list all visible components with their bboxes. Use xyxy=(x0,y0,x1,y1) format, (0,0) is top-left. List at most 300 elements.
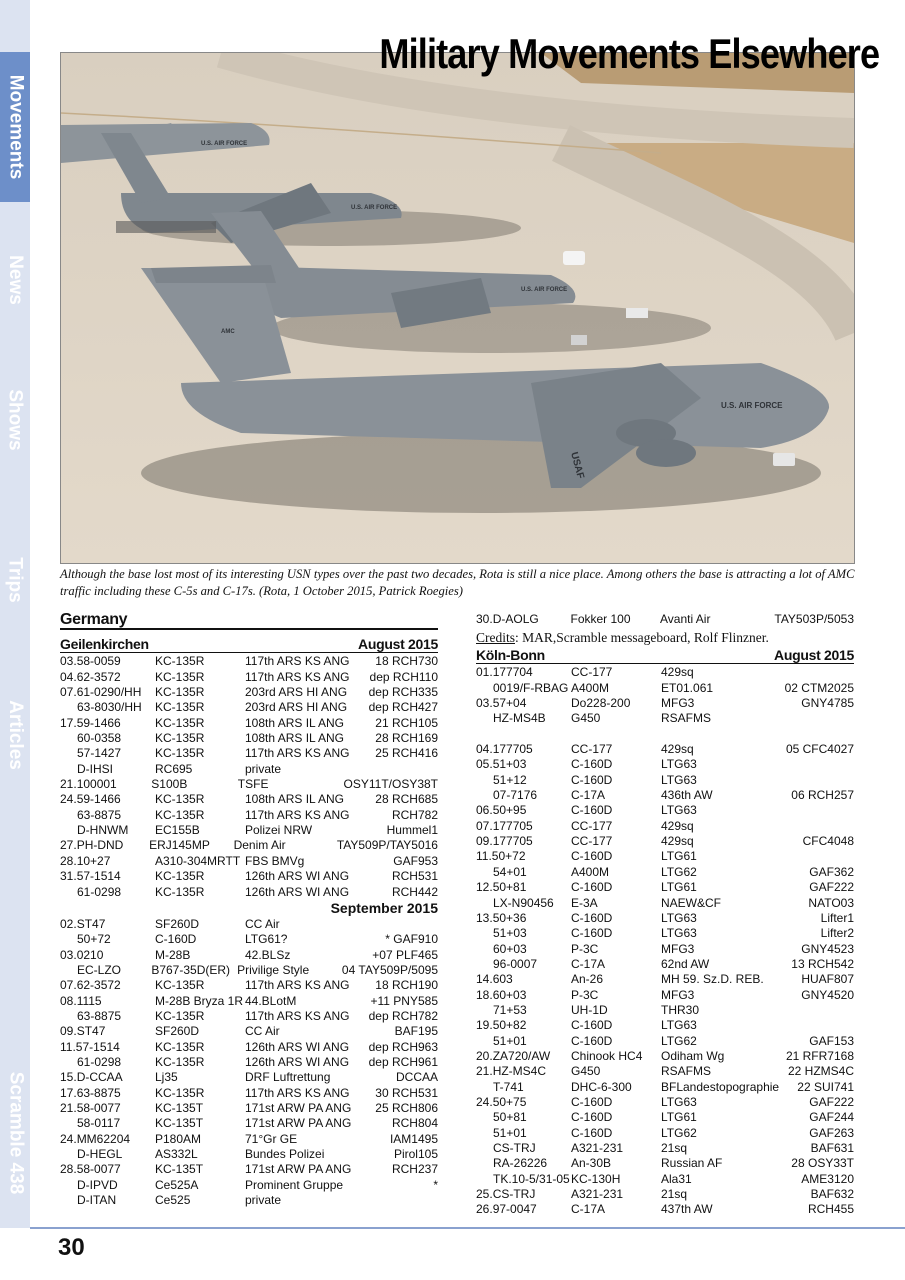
operator-cell: 126th ARS WI ANG xyxy=(245,1054,350,1069)
operator-cell: LTG63 xyxy=(661,757,697,772)
date-reg-cell xyxy=(60,978,155,993)
type-cell: KC-135R xyxy=(155,792,205,807)
operator-cell: MFG3 xyxy=(661,696,695,711)
date-cell: 17. xyxy=(60,715,77,730)
sidebar-tab-scramble[interactable]: Scramble 438 xyxy=(5,1071,26,1194)
type-cell: KC-135R xyxy=(155,1039,205,1054)
date-cell: 05. xyxy=(476,757,493,772)
type-cell: C-160D xyxy=(571,849,613,864)
date-cell: 24. xyxy=(60,792,77,807)
operator-cell: LTG63 xyxy=(661,910,697,925)
type-cell: C-160D xyxy=(571,772,613,787)
registration-cell: 50+82 xyxy=(492,1018,527,1033)
type-cell: B767-35D(ER) xyxy=(151,962,231,977)
operator-cell: Prominent Gruppe xyxy=(245,1177,344,1192)
left-column xyxy=(60,612,438,1208)
callsign-cell: TAY509P/TAY5016 xyxy=(336,838,438,853)
photo-marking: USAF xyxy=(568,450,586,481)
date-reg-cell xyxy=(476,1110,571,1125)
registration-cell: 59-1466 xyxy=(76,792,121,807)
table-row xyxy=(60,932,438,947)
operator-cell: RSAFMS xyxy=(661,1064,712,1079)
operator-cell: 117th ARS KS ANG xyxy=(245,654,350,669)
table-row xyxy=(476,1110,854,1125)
operator-cell: Ala31 xyxy=(661,1171,692,1186)
date-cell: 01. xyxy=(476,665,493,680)
table-row xyxy=(60,654,438,669)
callsign-cell: 04 TAY509P/5095 xyxy=(341,962,438,977)
date-reg-cell xyxy=(60,1132,155,1147)
operator-cell: Denim Air xyxy=(233,838,286,853)
table-row xyxy=(476,1080,854,1095)
date-reg-cell xyxy=(60,869,155,884)
type-cell: KC-135R xyxy=(155,715,205,730)
type-cell: KC-135R xyxy=(155,746,205,761)
registration-cell: 63-8875 xyxy=(77,1008,122,1023)
callsign-cell xyxy=(776,665,854,680)
operator-cell: LTG62 xyxy=(661,1033,697,1048)
operator-cell: LTG61? xyxy=(245,932,288,947)
registration-cell: D-IHSI xyxy=(77,761,113,776)
callsign-cell: GAF362 xyxy=(809,864,854,879)
type-cell: C-160D xyxy=(155,932,197,947)
footer-rule xyxy=(30,1227,905,1229)
operator-cell: TSFE xyxy=(237,777,269,792)
registration-cell: HZ-MS4B xyxy=(493,711,546,726)
table-row xyxy=(476,988,854,1003)
callsign-cell: RCH455 xyxy=(807,1202,854,1217)
type-cell: KC-135R xyxy=(155,884,205,899)
operator-cell: LTG63 xyxy=(661,1094,697,1109)
date-cell: 11. xyxy=(60,1039,76,1054)
registration-cell: 59-1466 xyxy=(76,715,121,730)
type-cell: A321-231 xyxy=(571,1141,624,1155)
type-cell: A400M xyxy=(571,864,610,879)
type-cell: KC-135T xyxy=(155,1100,204,1115)
date-reg-cell xyxy=(476,911,571,926)
registration-cell: 97-0047 xyxy=(492,1202,537,1217)
date-reg-cell xyxy=(60,948,155,963)
table-row xyxy=(476,1018,854,1033)
sidebar-tab-articles[interactable]: Articles xyxy=(5,700,27,770)
callsign-cell: BAF195 xyxy=(394,1024,438,1039)
sidebar-tab-trips[interactable]: Trips xyxy=(5,557,26,603)
date-reg-cell xyxy=(60,1162,155,1177)
table-row xyxy=(60,1040,438,1055)
type-cell: KC-135T xyxy=(155,1162,204,1177)
operator-cell: MFG3 xyxy=(661,987,695,1002)
operator-cell xyxy=(661,727,776,742)
operator-cell: 21sq xyxy=(661,1187,688,1202)
date-reg-cell xyxy=(60,854,155,869)
date-cell: 27. xyxy=(60,838,77,853)
type-cell: A400M xyxy=(571,680,610,695)
operator-cell: CC Air xyxy=(245,916,280,931)
date-reg-cell xyxy=(476,957,571,972)
table-row xyxy=(60,885,438,900)
registration-cell: 51+01 xyxy=(493,1033,527,1048)
date-reg-cell xyxy=(60,792,155,807)
registration-cell: CS-TRJ xyxy=(492,1187,536,1202)
date-reg-cell xyxy=(476,834,571,849)
type-cell: EC155B xyxy=(155,823,200,838)
sidebar-tab-news[interactable]: News xyxy=(5,255,27,305)
type-cell: A310-304MRTT xyxy=(155,853,241,868)
operator-cell: 126th ARS WI ANG xyxy=(245,1039,350,1054)
callsign-cell: OSY11T/OSY38T xyxy=(343,777,438,792)
type-cell: Ce525A xyxy=(155,1177,199,1192)
date-cell: 24. xyxy=(60,1131,77,1146)
date-reg-cell xyxy=(476,926,571,941)
registration-cell: PH-DND xyxy=(76,838,124,853)
callsign-cell: TAY503P/5053 xyxy=(774,612,854,626)
page-headline: Military Movements Elsewhere xyxy=(379,30,879,77)
date-cell: 03. xyxy=(60,654,77,669)
aircraft-photo xyxy=(60,52,855,564)
table-row xyxy=(476,911,854,926)
date-cell: 21. xyxy=(60,777,77,792)
operator-cell: 117th ARS KS ANG xyxy=(245,669,350,684)
table-row xyxy=(60,685,438,700)
operator-cell: 42.BLSz xyxy=(245,947,291,962)
callsign-cell: RCH782 xyxy=(391,807,438,822)
type-cell: DHC-6-300 xyxy=(571,1079,632,1094)
date-cell: 17. xyxy=(60,1085,77,1100)
callsign-cell: 02 CTM2025 xyxy=(784,680,854,695)
photo-marking: U.S. AIR FORCE xyxy=(721,401,783,410)
date-reg-cell xyxy=(60,1193,155,1208)
date-reg-cell xyxy=(60,746,155,761)
type-cell: KC-135R xyxy=(155,654,205,669)
sidebar-tab-shows[interactable]: Shows xyxy=(5,389,27,451)
date-reg-cell xyxy=(476,988,571,1003)
operator-cell: 203rd ARS HI ANG xyxy=(245,700,348,715)
registration-cell: 177705 xyxy=(492,818,533,833)
callsign-cell: RCH804 xyxy=(391,1116,438,1131)
table-row xyxy=(60,978,438,993)
registration-cell: 60-0358 xyxy=(77,731,122,746)
table-row xyxy=(476,942,854,957)
registration-cell: 177705 xyxy=(492,742,533,757)
table-row xyxy=(60,777,438,792)
type-cell: An-30B xyxy=(571,1156,612,1171)
table-row xyxy=(476,1202,854,1217)
date-cell: 18. xyxy=(476,987,493,1002)
date-cell: 03. xyxy=(476,696,493,711)
type-cell: Ce525 xyxy=(155,1193,191,1208)
callsign-cell: GAF153 xyxy=(809,1033,854,1048)
registration-cell: ST47 xyxy=(76,916,106,931)
type-cell: KC-135R xyxy=(155,869,205,884)
operator-cell: 108th ARS IL ANG xyxy=(245,792,344,807)
operator-cell: 437th AW xyxy=(661,1202,713,1217)
date-reg-cell xyxy=(476,1126,571,1141)
type-cell: KC-135R xyxy=(155,1085,205,1100)
registration-cell: 51+12 xyxy=(493,772,527,787)
date-reg-cell xyxy=(60,808,155,823)
type-cell: KC-135R xyxy=(155,1008,205,1023)
date-reg-cell xyxy=(476,865,571,880)
callsign-cell: GNY4523 xyxy=(801,941,854,956)
operator-cell: CC Air xyxy=(245,1024,280,1039)
date-cell: 25. xyxy=(476,1187,493,1202)
registration-cell: 62-3572 xyxy=(76,978,121,993)
callsign-cell: GAF222 xyxy=(809,880,854,895)
registration-cell: 1115 xyxy=(76,993,102,1008)
date-reg-cell xyxy=(60,823,155,838)
operator-cell: private xyxy=(245,1193,282,1208)
date-reg-cell xyxy=(476,972,571,987)
type-cell: C-160D xyxy=(571,926,613,941)
callsign-cell xyxy=(776,711,854,726)
date-cell: 13. xyxy=(476,910,493,925)
registration-cell: 60+03 xyxy=(492,987,527,1002)
table-row xyxy=(476,865,854,880)
type-cell: C-160D xyxy=(571,1033,613,1048)
table-row xyxy=(60,1178,438,1193)
callsign-cell: +07 PLF465 xyxy=(372,947,438,962)
table-row xyxy=(476,773,854,788)
registration-cell: D-CCAA xyxy=(76,1070,123,1085)
date-reg-cell xyxy=(60,994,155,1009)
operator-cell: LTG62 xyxy=(661,864,697,879)
registration-cell: 50+36 xyxy=(492,910,527,925)
date-reg-cell xyxy=(476,773,571,788)
date-cell: 02. xyxy=(60,916,77,931)
registration-cell: EC-LZO xyxy=(77,962,122,977)
callsign-cell: GAF263 xyxy=(809,1125,854,1140)
type-cell: M-28B xyxy=(155,947,191,962)
type-cell: C-160D xyxy=(571,1125,613,1140)
date-reg-cell xyxy=(476,1080,571,1095)
operator-cell: 117th ARS KS ANG xyxy=(245,1085,350,1100)
callsign-cell: RCH531 xyxy=(391,869,438,884)
type-cell: SF260D xyxy=(155,1024,200,1039)
registration-cell: 177705 xyxy=(492,834,533,849)
table-row xyxy=(60,670,438,685)
registration-cell: 58-0077 xyxy=(76,1100,121,1115)
table-row xyxy=(476,757,854,772)
type-cell: KC-135R xyxy=(155,731,205,746)
operator-cell: LTG63 xyxy=(661,772,697,787)
date-cell: 28. xyxy=(60,1162,77,1177)
table-row xyxy=(476,1126,854,1141)
registration-cell: T-741 xyxy=(493,1079,524,1094)
date-cell: 07. xyxy=(60,685,77,700)
operator-cell: FBS BMVg xyxy=(245,853,305,868)
registration-cell: 54+01 xyxy=(493,864,527,879)
month-label: September 2015 xyxy=(330,899,438,916)
table-row xyxy=(476,896,854,911)
movements-list xyxy=(60,654,438,900)
callsign-cell: dep RCH963 xyxy=(368,1039,438,1054)
table-row xyxy=(60,963,438,978)
operator-cell: 117th ARS KS ANG xyxy=(245,746,350,761)
type-cell: KC-130H xyxy=(571,1171,621,1186)
callsign-cell: 25 RCH806 xyxy=(375,1100,438,1115)
table-row xyxy=(476,834,854,849)
date-reg-cell xyxy=(476,696,571,711)
date-reg-cell xyxy=(60,654,155,669)
date-reg-cell xyxy=(476,896,571,911)
operator-cell: MFG3 xyxy=(661,941,695,956)
operator-cell: LTG62 xyxy=(661,1125,697,1140)
table-row xyxy=(476,880,854,895)
date-cell: 06. xyxy=(476,803,493,818)
type-cell: P180AM xyxy=(155,1131,202,1146)
table-row xyxy=(476,681,854,696)
operator-cell: LTG63 xyxy=(661,803,697,818)
registration-cell: 61-0298 xyxy=(77,884,122,899)
registration-cell: 51+01 xyxy=(493,1125,527,1140)
table-row xyxy=(60,854,438,869)
table-row xyxy=(60,746,438,761)
operator-cell: 203rd ARS HI ANG xyxy=(245,685,348,700)
month-label: August 2015 xyxy=(774,647,854,664)
date-reg-cell xyxy=(60,1178,155,1193)
photo-marking: U.S. AIR FORCE xyxy=(521,287,568,293)
date-cell: 20. xyxy=(476,1048,493,1063)
date-reg-cell xyxy=(476,1187,571,1202)
callsign-cell: DCCAA xyxy=(395,1070,438,1085)
date-reg-cell xyxy=(476,742,571,757)
table-row xyxy=(476,788,854,803)
registration-cell: D-AOLG xyxy=(492,612,539,626)
callsign-cell: 22 HZMS4C xyxy=(787,1064,854,1079)
callsign-cell: * xyxy=(433,1177,438,1192)
registration-cell: 60+03 xyxy=(493,941,527,956)
registration-cell: 63-8875 xyxy=(77,807,122,822)
date-reg-cell xyxy=(476,1141,571,1156)
date-reg-cell xyxy=(476,942,571,957)
type-cell: G450 xyxy=(571,711,601,726)
table-row xyxy=(476,742,854,757)
photo-marking: U.S. AIR FORCE xyxy=(201,141,248,147)
type-cell: Chinook HC4 xyxy=(571,1048,643,1063)
operator-cell: 117th ARS KS ANG xyxy=(245,807,350,822)
callsign-cell xyxy=(355,917,438,932)
date-cell: 07. xyxy=(60,978,77,993)
date-cell: 26. xyxy=(476,1202,493,1217)
date-reg-cell xyxy=(60,1147,155,1162)
date-reg-cell xyxy=(476,849,571,864)
registration-cell: 50+81 xyxy=(493,1110,527,1125)
callsign-cell xyxy=(776,803,854,818)
date-reg-cell xyxy=(60,716,155,731)
country-heading: Germany xyxy=(60,612,438,630)
operator-cell: Privilige Style xyxy=(237,962,310,977)
date-reg-cell xyxy=(60,670,155,685)
callsign-cell: RCH442 xyxy=(391,884,438,899)
callsign-cell: dep RCH110 xyxy=(369,669,438,684)
callsign-cell: Lifter1 xyxy=(820,910,854,925)
table-row xyxy=(476,612,854,627)
callsign-cell: AME3120 xyxy=(801,1171,854,1186)
operator-cell: 108th ARS IL ANG xyxy=(245,731,344,746)
type-cell: G450 xyxy=(571,1064,601,1079)
table-row xyxy=(60,838,438,853)
type-cell: P-3C xyxy=(571,987,599,1002)
table-row xyxy=(476,957,854,972)
operator-cell: Avanti Air xyxy=(660,612,711,626)
operator-cell: 62nd AW xyxy=(661,956,710,971)
type-cell: Lj35 xyxy=(155,1070,178,1085)
registration-cell: MM62204 xyxy=(76,1131,131,1146)
operator-cell: 429sq xyxy=(661,665,694,680)
operator-cell: LTG61 xyxy=(661,849,697,864)
operator-cell: 108th ARS IL ANG xyxy=(245,715,344,730)
callsign-cell: 18 RCH730 xyxy=(375,654,438,669)
date-reg-cell xyxy=(60,700,155,715)
date-reg-cell xyxy=(60,917,155,932)
table-row xyxy=(476,1034,854,1049)
registration-cell: 61-0298 xyxy=(77,1054,122,1069)
callsign-cell xyxy=(776,757,854,772)
table-row xyxy=(60,1162,438,1177)
type-cell: C-160D xyxy=(571,1094,613,1109)
registration-cell: 62-3572 xyxy=(76,669,121,684)
table-row xyxy=(476,1156,854,1171)
type-cell: SF260D xyxy=(155,916,200,931)
table-row xyxy=(60,1147,438,1162)
date-cell: 28. xyxy=(60,853,77,868)
type-cell: CC-177 xyxy=(571,818,613,833)
date-reg-cell xyxy=(476,727,571,742)
date-reg-cell xyxy=(60,932,155,947)
date-reg-cell xyxy=(476,1202,571,1217)
table-row xyxy=(476,696,854,711)
type-cell: A321-231 xyxy=(571,1187,624,1202)
table-row xyxy=(60,1193,438,1208)
type-cell: C-160D xyxy=(571,803,613,818)
type-cell: E-3A xyxy=(571,895,598,910)
date-cell: 04. xyxy=(60,669,77,684)
photo-marking: AMC xyxy=(221,329,235,335)
sidebar-tab-movements[interactable]: Movements xyxy=(0,52,30,202)
callsign-cell: 25 RCH416 xyxy=(375,746,438,761)
type-cell: C-160D xyxy=(571,1110,613,1125)
callsign-cell: dep RCH782 xyxy=(368,1008,438,1023)
registration-cell: 07-7176 xyxy=(493,788,538,803)
date-reg-cell xyxy=(476,803,571,818)
type-cell: M-28B Bryza 1R xyxy=(155,993,244,1008)
table-row xyxy=(60,762,438,777)
operator-cell: THR30 xyxy=(661,1002,700,1017)
date-cell: 04. xyxy=(476,742,493,757)
operator-cell: private xyxy=(245,761,282,776)
date-reg-cell xyxy=(60,963,151,978)
operator-cell: 117th ARS KS ANG xyxy=(245,978,350,993)
callsign-cell: 28 RCH169 xyxy=(375,731,438,746)
table-row xyxy=(476,1049,854,1064)
base-heading xyxy=(60,636,438,653)
callsign-cell xyxy=(776,773,854,788)
operator-cell: 429sq xyxy=(661,834,694,849)
date-reg-cell xyxy=(476,1034,571,1049)
date-reg-cell xyxy=(476,681,571,696)
table-row xyxy=(60,869,438,884)
callsign-cell: 06 RCH257 xyxy=(791,788,854,803)
callsign-cell: 13 RCH542 xyxy=(791,956,854,971)
table-row xyxy=(476,819,854,834)
type-cell: P-3C xyxy=(571,941,599,956)
date-cell: 11. xyxy=(476,849,492,864)
callsign-cell: dep RCH335 xyxy=(368,685,438,700)
date-reg-cell xyxy=(476,1156,571,1171)
callsign-cell: +11 PNY585 xyxy=(370,993,438,1008)
base-heading xyxy=(476,647,854,664)
date-reg-cell xyxy=(476,665,571,680)
